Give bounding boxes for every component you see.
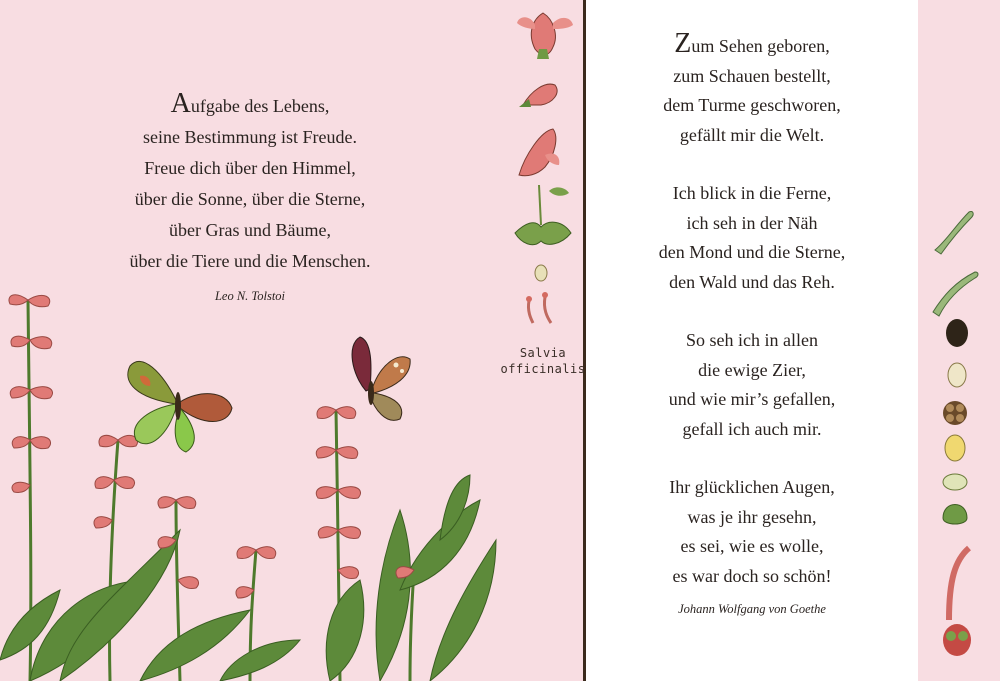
butterfly-icon — [122, 352, 236, 456]
poem-author: Johann Wolfgang von Goethe — [678, 602, 826, 616]
poem-line: was je ihr gesehn, — [687, 506, 817, 527]
plant-genus: Salvia — [519, 346, 567, 360]
poem-line: über die Sonne, über die Sterne, — [134, 189, 366, 209]
sprout-icon — [935, 211, 973, 254]
tolstoi-poem — [60, 90, 440, 312]
drop-cap: Z — [674, 28, 692, 59]
seed-icon — [945, 435, 965, 461]
sage-plants-illustration — [0, 280, 500, 681]
stanza — [590, 473, 914, 625]
botanical-details-illustration — [505, 5, 581, 335]
poem-line: gefall ich auch mir. — [682, 418, 822, 439]
poem-line: den Mond und die Sterne, — [658, 242, 846, 262]
poem-line: über die Tiere und die Menschen. — [129, 251, 371, 271]
stanza — [590, 179, 914, 297]
poem-line: die ewige Zier, — [698, 359, 806, 380]
pistil-icon — [943, 548, 971, 656]
seed-icon — [943, 474, 967, 490]
seed-details-illustration — [925, 200, 995, 675]
poem-line: Ich blick in die Ferne, — [672, 183, 832, 203]
poem-line: seine Bestimmung ist Freude. — [143, 127, 357, 147]
poem-line: gefällt mir die Welt. — [679, 124, 825, 145]
poem-line: Aufgabe des Lebens, — [170, 88, 330, 119]
drop-cap: A — [170, 88, 191, 119]
poem-line: den Wald und das Reh. — [669, 271, 835, 292]
flower-side-icon — [519, 129, 559, 176]
seed-icon — [948, 363, 966, 387]
calyx-icon — [943, 505, 967, 525]
stanza — [590, 326, 914, 444]
poem-line: es war doch so schön! — [672, 565, 832, 586]
goethe-poem — [590, 30, 914, 625]
poem-line: Ihr glücklichen Augen, — [669, 477, 835, 497]
poem-line: und wie mir’s gefallen, — [668, 389, 836, 409]
sprout-icon — [933, 272, 978, 316]
seed-icon — [535, 265, 547, 281]
seed-icon — [946, 319, 968, 347]
poem-line: über Gras und Bäume, — [169, 220, 331, 240]
flower-detail-icon — [517, 13, 573, 59]
stamen-icon — [526, 292, 551, 323]
poem-line: ich seh in der Näh — [686, 212, 818, 233]
poem-line: Freue dich über den Himmel, — [144, 158, 356, 178]
poem-line: So seh ich in allen — [686, 330, 818, 350]
butterfly-icon — [340, 335, 414, 427]
poem-line: es sei, wie es wolle, — [680, 536, 824, 556]
stanza — [590, 30, 914, 150]
fruit-section-icon — [943, 401, 967, 425]
poem-line: Zum Sehen geboren, — [674, 28, 830, 59]
poem-author: Leo N. Tolstoi — [214, 289, 286, 303]
plant-species: officinalis — [500, 362, 586, 376]
poem-line: zum Schauen bestellt, — [673, 65, 831, 86]
plant-label — [500, 345, 586, 377]
poem-line: dem Turme geschworen, — [663, 95, 841, 115]
flower-bud-icon — [519, 84, 557, 107]
calyx-icon — [515, 185, 571, 245]
